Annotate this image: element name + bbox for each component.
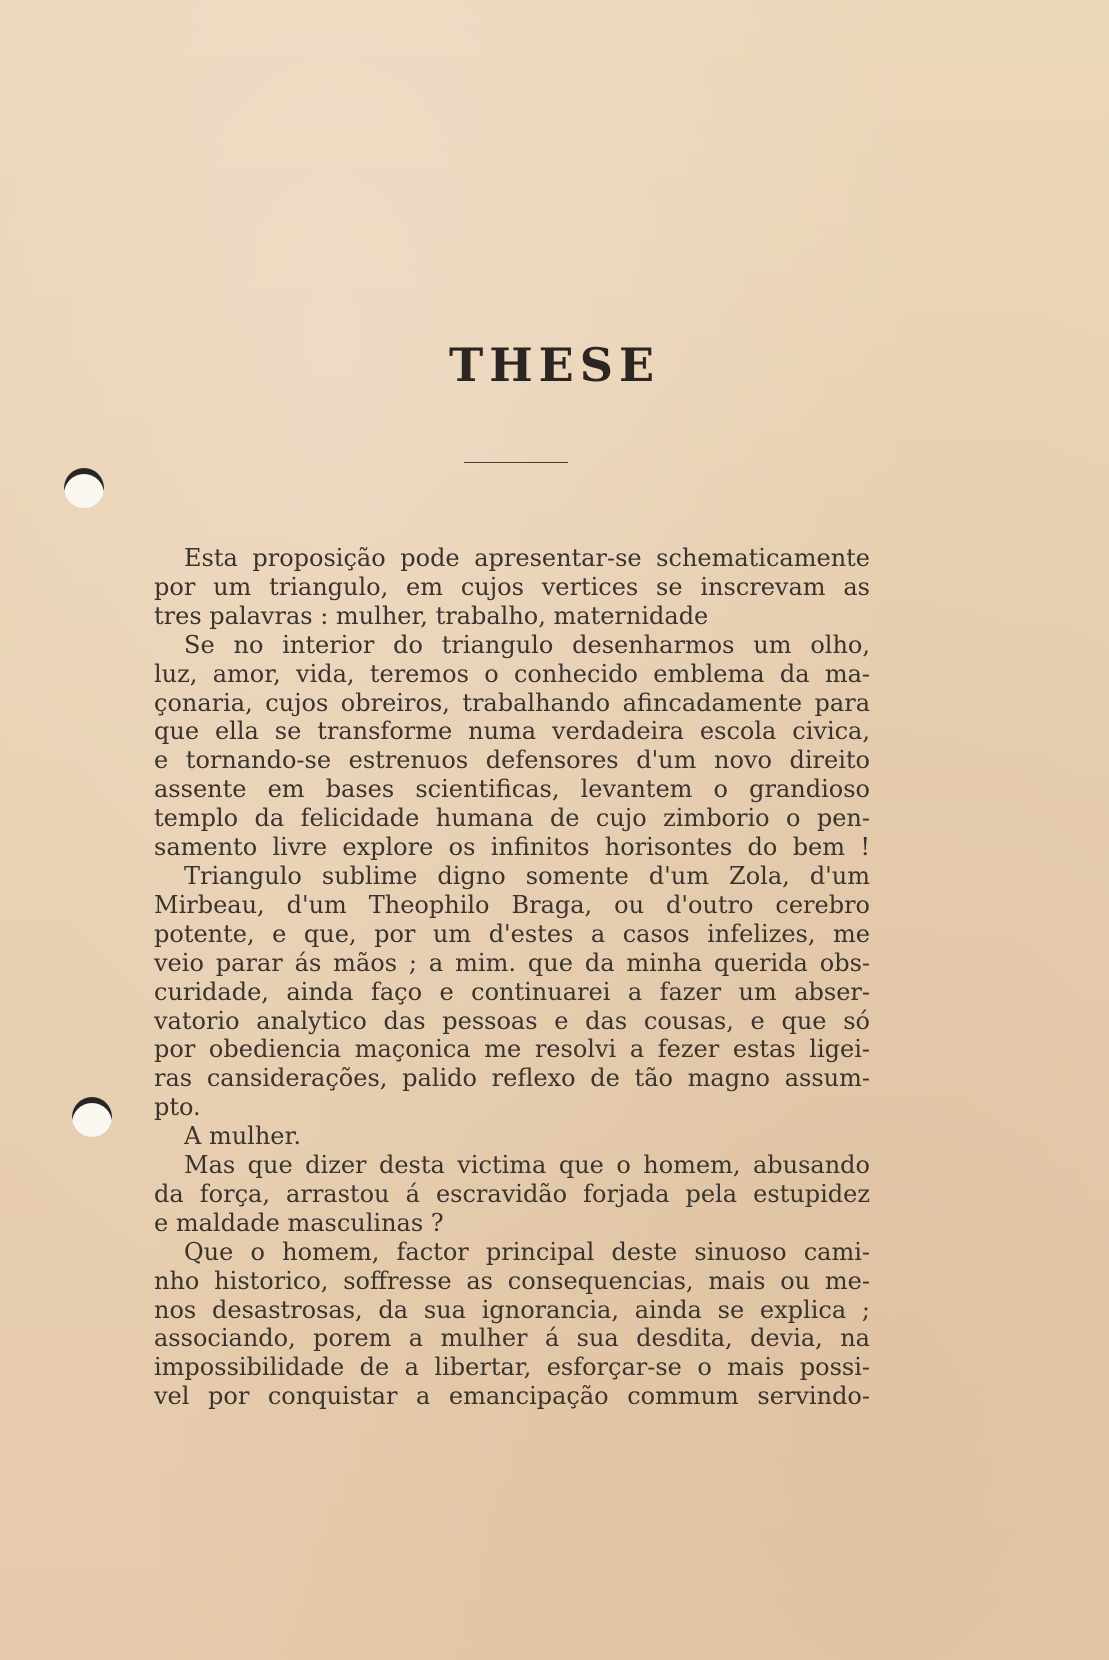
text-line: veio parar ás mãos ; a mim. que da minha querida obs- (154, 948, 870, 977)
text-line: Que o homem, factor principal deste sinuoso cami- (184, 1237, 870, 1266)
text-line: ras cansiderações, palido reflexo de tão magno assum- (154, 1064, 870, 1093)
text-line: A mulher. (184, 1122, 301, 1151)
page-title: THESE (448, 338, 661, 392)
text-line: assente em bases scientificas, levantem o grandioso (154, 775, 870, 804)
punch-hole (72, 1097, 112, 1137)
title-divider (464, 462, 568, 463)
text-line: templo da felicidade humana de cujo zimborio o pen- (154, 804, 870, 833)
text-line: e maldade masculinas ? (154, 1208, 444, 1237)
text-line: nho historico, soffresse as consequencias, mais ou me- (154, 1266, 870, 1295)
text-line: potente, e que, por um d'estes a casos infelizes, me (154, 919, 870, 948)
text-line: curidade, ainda faço e continuarei a fazer um abser- (154, 977, 870, 1006)
text-line: que ella se transforme numa verdadeira escola civica, (154, 717, 870, 746)
text-line: çonaria, cujos obreiros, trabalhando afincadamente para (154, 688, 870, 717)
text-line: associando, porem a mulher á sua desdita, devia, na (154, 1324, 870, 1353)
text-line: Mas que dizer desta victima que o homem, abusando (184, 1151, 870, 1180)
text-line: vel por conquistar a emancipação commum servindo- (154, 1382, 870, 1411)
punch-hole (64, 468, 104, 508)
text-line: Esta proposição pode apresentar-se schematicamente (184, 544, 870, 572)
text-line: nos desastrosas, da sua ignorancia, ainda se explica ; (154, 1295, 870, 1324)
text-line: Mirbeau, d'um Theophilo Braga, ou d'outro cerebro (154, 890, 870, 919)
text-line: luz, amor, vida, teremos o conhecido emblema da ma- (154, 659, 870, 688)
text-line: da força, arrastou á escravidão forjada pela estupidez (154, 1179, 870, 1208)
text-line: impossibilidade de a libertar, esforçar-se o mais possi- (154, 1353, 870, 1382)
text-line: e tornando-se estrenuos defensores d'um novo direito (154, 746, 870, 775)
text-line: por obediencia maçonica me resolvi a fezer estas ligei- (154, 1035, 870, 1064)
body-text (154, 544, 870, 1411)
text-line: tres palavras : mulher, trabalho, maternidade (154, 601, 709, 630)
text-line: Se no interior do triangulo desenharmos um olho, (184, 630, 870, 659)
text-line: pto. (154, 1093, 201, 1122)
text-line: por um triangulo, em cujos vertices se inscrevam as (154, 572, 870, 601)
text-line: samento livre explore os infinitos horisontes do bem ! (154, 833, 870, 862)
text-line: Triangulo sublime digno somente d'um Zola, d'um (184, 861, 870, 890)
text-line: vatorio analytico das pessoas e das cousas, e que só (154, 1006, 870, 1035)
